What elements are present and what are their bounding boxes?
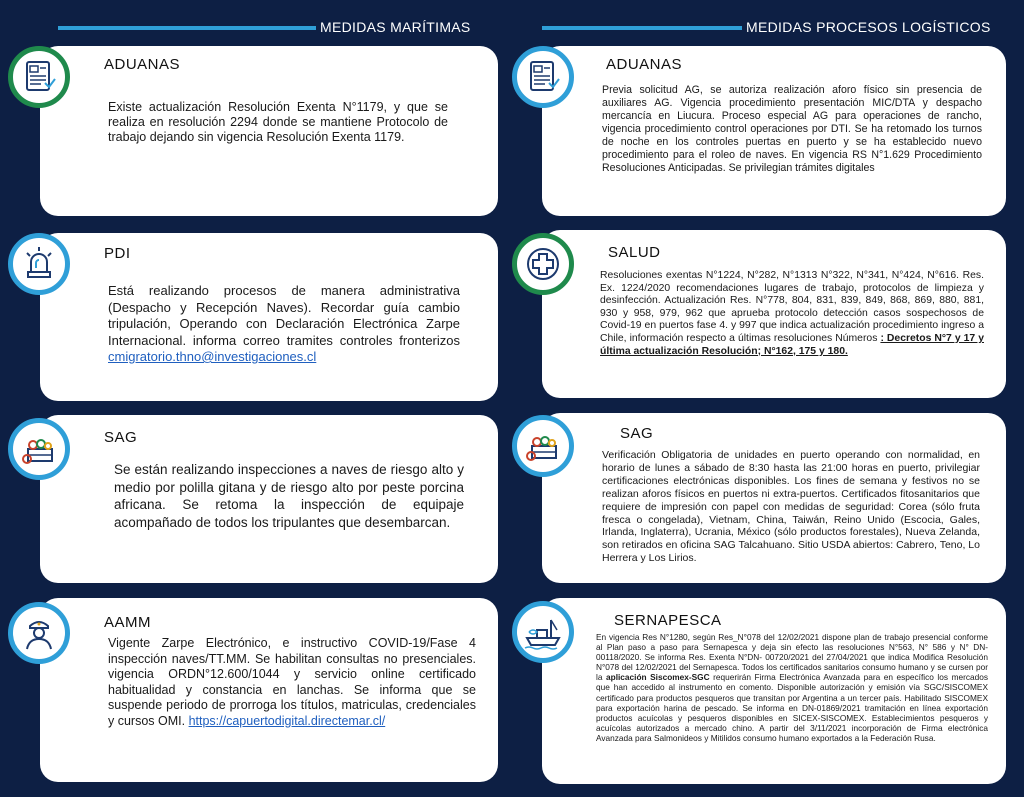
card-aamm xyxy=(40,598,498,782)
header-bar xyxy=(58,26,316,30)
sernapesca-text-b: requerirán Firma Electrónica Avanzada para en específico los mercados que han accedido al instrumento en comento. Disponible autorización y emisión vía SGC/SISCOMEX certificado para productos pesqueros que transitan por Argentina a un tercer país. Habilitado SISCOMEX para exportación harina de pescado. Se informa en DN-01869/2021 tramitación en línea exportación productos acuícolas y pesqueros disponibles en SICEX-SISCOMEX. Establecimientos pesqueros y acuícolas autorizados a mercado chino. A partir del 3/11/2021 incorporación de Firma electrónica Avanzada para Salmonideos y Mitilidos consumo humano exportados a la Federación Rusa. xyxy=(596,672,988,743)
produce-basket-icon xyxy=(512,415,574,477)
salud-highlight: : Decretos N°7 y 17 y última actualización Resolución; N°162, 175 y 180. xyxy=(600,332,984,357)
card-title: PDI xyxy=(104,245,131,262)
card-text: Verificación Obligatoria de unidades en puerto operando con normalidad, en horario de lunes a sábado de 8:30 hasta las 21:00 horas en puerto, privilegiar certificaciones electrónicas disponibles. Los fines de semana y festivos no se realizan aforos físicos en puertos ni extra-puertos. Certificados fitosanitarios que requiere de impresión con papel con medidas de seguridad: Corea (sólo fruta fresca o congelada), Vietnam, China, Taiwán, Reino Unido (Escocia, Gales, Irlanda, Inglaterra), Ucrania, México (sólo productos forestales), Nueva Zelanda, son retirados en oficina SAG Talcahuano. Sitio USDA abiertos: Cabrero, Teno, Lo Herrera y Los Lirios. xyxy=(602,449,980,565)
card-sernapesca xyxy=(542,598,1006,784)
card-pdi xyxy=(40,233,498,401)
aamm-link[interactable]: https://capuertodigital.directemar.cl/ xyxy=(188,713,386,728)
card-sag-maritimo xyxy=(40,415,498,583)
customs-document-icon xyxy=(512,46,574,108)
card-title: ADUANAS xyxy=(606,56,683,73)
produce-basket-icon xyxy=(8,418,70,480)
medical-cross-icon xyxy=(512,233,574,295)
right-column-header xyxy=(542,14,1012,40)
card-title: SALUD xyxy=(608,244,661,261)
naval-officer-icon xyxy=(8,602,70,664)
sernapesca-text-a: En vigencia Res N°1280, según Res_N°078 del 12/02/2021 dispone plan de trabajo presencial conforme al Plan paso a paso para Sernapesca y deja sin efecto las resoluciones N°563, N° 586 y N° DN- 00118/2020. Se informa Res. Exenta N°DN- 00720/2021 del 27/04/2021 que indica Modifica Resolución N°078 del 12/02/2021 del Sernapesca. Todos los certificados sanitarios consumo humano y se cursen por la xyxy=(596,632,988,683)
card-text: Existe actualización Resolución Exenta N°1179, y que se realiza en resolución 2294 donde se mantiene Protocolo de trabajo dejando sin vigencia Resolución Exenta 1179. xyxy=(108,100,448,144)
card-text xyxy=(108,283,460,366)
card-salud xyxy=(542,230,1006,398)
card-text: Se están realizando inspecciones a naves de riesgo alto y medio por polilla gitana y de riesgo alto por peste porcina africana. Se retoma la inspección de equipaje acompañado de todos los tripulantes que desembarcan. xyxy=(114,462,464,530)
card-text: Previa solicitud AG, se autoriza realización aforo físico sin presencia de auxiliares AG. Vigencia procedimiento presentación MIC/DTA y despacho mercancía en Liucura. Proceso especial AG para operaciones de rancho, vigencia procedimiento control operaciones por DTI. Se ha retomado los turnos de noche en los controles puertas en puerto y se ha establecido nuevo procedimiento para el roleo de naves. En vigencia RS N°1.629 Procedimiento Resoluciones Anticipadas. Se privilegian trámites digitales xyxy=(602,84,982,174)
header-bar xyxy=(542,26,742,30)
left-column-header xyxy=(58,14,498,40)
card-title: ADUANAS xyxy=(104,56,181,73)
fishing-boat-icon xyxy=(512,601,574,663)
card-text xyxy=(596,632,988,743)
card-title: SAG xyxy=(104,429,138,446)
siren-light-icon xyxy=(8,233,70,295)
card-text xyxy=(600,270,984,358)
pdi-text: Está realizando procesos de manera administrativa (Despacho y Recepción Naves). Recordar guía cambio tripulación, Operando con Declaración Electrónica Zarpe Internacional. informa correo tramites controles fronterizos xyxy=(108,283,460,348)
card-aduanas-maritimas xyxy=(40,46,498,216)
aamm-text: Vigente Zarpe Electrónico, e instructivo COVID-19/Fase 4 inspección naves/TT.MM. Se habilitan consultas no presenciales. vigencia ORDN°12.600/1044 y servicio online certificado habitualidad y constancia en lanchas. Se informa que se suspende periodo de prorroga los títulos, matriculas, credenciales y cursos OMI. xyxy=(108,636,476,728)
card-text xyxy=(108,636,476,729)
card-aduanas-logisticos xyxy=(542,46,1006,216)
right-header-title: MEDIDAS PROCESOS LOGÍSTICOS xyxy=(746,19,991,35)
sernapesca-bold: aplicación Siscomex-SGC xyxy=(606,672,710,683)
card-sag-logistico xyxy=(542,413,1006,583)
pdi-email-link[interactable]: cmigratorio.thno@investigaciones.cl xyxy=(108,349,317,364)
customs-document-icon xyxy=(8,46,70,108)
salud-text: Resoluciones exentas N°1224, N°282, N°1313 N°322, N°341, N°424, N°616. Res. Ex. 1224/2020 recomendaciones lugares de trabajo, protocolos de limpieza y desinfección. Actualización Res. N°778, 804, 831, 839, 849, 868, 869, 880, 881, 930 y 958, 979, 962 que aprueba protocolo detección casos sospechosos de Covid-19 en puertos fase 4. y 997 que indica actualización procedimiento ingreso a Chile, información respecto a últimas resoluciones Números xyxy=(600,270,984,344)
card-title: SERNAPESCA xyxy=(614,612,722,629)
left-header-title: MEDIDAS MARÍTIMAS xyxy=(320,19,471,35)
card-title: SAG xyxy=(620,425,654,442)
card-title: AAMM xyxy=(104,614,151,631)
